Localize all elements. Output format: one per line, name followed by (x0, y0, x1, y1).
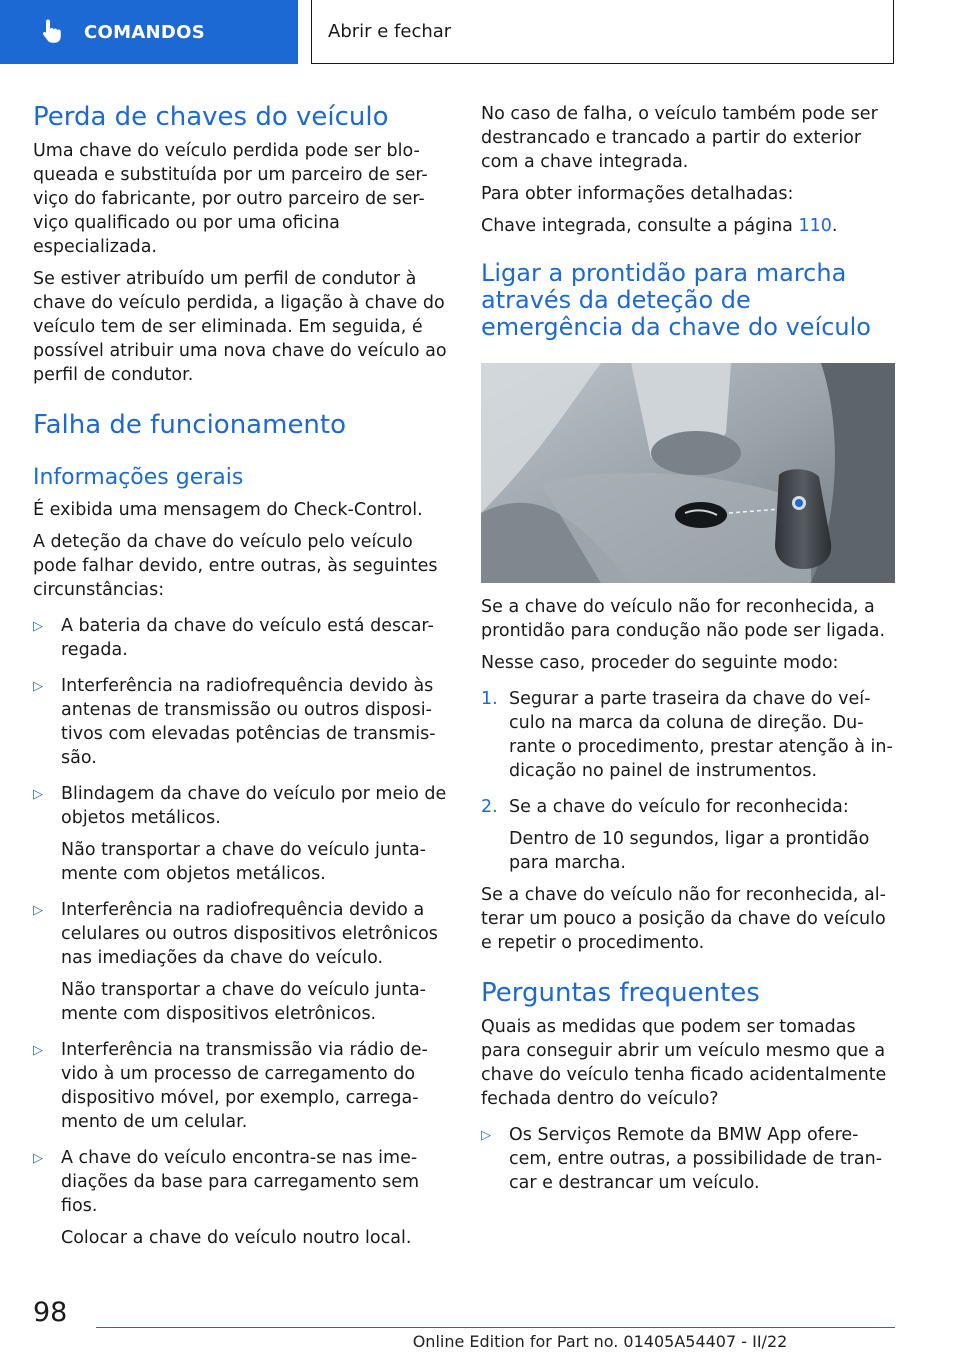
list-item (481, 1123, 895, 1195)
list-item-text: Interferência na transmissão via rádio de-vido à um processo de carregamento do dispositivo móvel, por exemplo, carrega-mento de um celular. (61, 1040, 428, 1132)
page-link[interactable]: 110 (798, 216, 832, 236)
section-label: Abrir e fechar (328, 21, 452, 42)
heading-perda-chaves: Perda de chaves do veículo (33, 102, 389, 132)
heading-falha-funcionamento: Falha de funcionamento (33, 410, 347, 440)
footer-divider (96, 1327, 895, 1328)
key-detection-photo (481, 363, 895, 583)
list-item-note: Não transportar a chave do veículo junta-mente com dispositivos eletrônicos. (61, 980, 426, 1024)
list-item-text: Interferência na radiofrequência devido às antenas de transmissão ou outros disposi-tivos com elevadas potências de transmis-são. (61, 676, 436, 768)
triangle-bullet-icon: ▷ (33, 619, 43, 634)
paragraph: Uma chave do veículo perdida pode ser blo-queada e substituída por um parceiro de ser-viço do fabricante, por outro parceiro de ser-viço qualificado ou por uma oficina especializada. (33, 141, 428, 257)
list-item-text: Blindagem da chave do veículo por meio de objetos metálicos. (61, 784, 447, 828)
heading-ligar-prontidao: Ligar a prontidão para marcha através da deteção de emergência da chave do veículo (481, 259, 871, 341)
triangle-bullet-icon: ▷ (33, 787, 43, 802)
page-number: 98 (33, 1297, 68, 1328)
paragraph: Nesse caso, proceder do seguinte modo: (481, 653, 839, 673)
paragraph: Se a chave do veículo não for reconhecida, al-terar um pouco a posição da chave do veículo e repetir o procedimento. (481, 885, 886, 953)
chapter-tab (0, 0, 298, 64)
list-item-text: A chave do veículo encontra-se nas ime-diações da base para carregamento sem fios. (61, 1148, 420, 1216)
triangle-bullet-icon: ▷ (33, 1151, 43, 1166)
step-number: 2. (481, 797, 498, 817)
paragraph: Para obter informações detalhadas: (481, 184, 794, 204)
triangle-bullet-icon: ▷ (33, 1043, 43, 1058)
heading-informacoes-gerais: Informações gerais (33, 465, 244, 490)
right-column (481, 96, 895, 1195)
paragraph: Se a chave do veículo não for reconhecida, a prontidão para condução não pode ser ligada. (481, 597, 886, 641)
step-number: 1. (481, 689, 498, 709)
left-column (33, 96, 449, 1250)
list-item (33, 674, 449, 770)
section-header (311, 0, 894, 64)
paragraph: É exibida uma mensagem do Check-Control. (33, 500, 423, 520)
heading-perguntas-frequentes: Perguntas frequentes (481, 978, 760, 1008)
chapter-label: COMANDOS (84, 21, 206, 43)
reference-end: . (831, 216, 838, 236)
step-text: Segurar a parte traseira da chave do veí-culo na marca da coluna de direção. Du-rante o procedimento, prestar atenção à in-dicação no painel de instrumentos. (509, 689, 893, 781)
list-item (33, 898, 449, 970)
step-item (481, 687, 895, 783)
list-item-text: Os Serviços Remote da BMW App ofere-cem, entre outras, a possibilidade de tran-car e destrancar um veículo. (509, 1125, 883, 1193)
list-item-note: Não transportar a chave do veículo junta-mente com objetos metálicos. (61, 840, 426, 884)
list-item (33, 1146, 449, 1218)
list-item (33, 1038, 449, 1134)
reference-text: Chave integrada, consulte a página (481, 216, 799, 236)
triangle-bullet-icon: ▷ (33, 679, 43, 694)
list-item-text: Interferência na radiofrequência devido a celulares ou outros dispositivos eletrônicos nas imediações da chave do veículo. (61, 900, 438, 968)
paragraph: A deteção da chave do veículo pelo veículo pode falhar devido, entre outras, às seguintes circunstâncias: (33, 532, 438, 600)
list-item-note: Colocar a chave do veículo noutro local. (61, 1228, 412, 1248)
step-item (481, 795, 895, 819)
list-item-text: A bateria da chave do veículo está descar-regada. (61, 616, 434, 660)
step-text: Se a chave do veículo for reconhecida: (509, 797, 849, 817)
paragraph: Se estiver atribuído um perfil de condutor à chave do veículo perdida, a ligação à chave do veículo tem de ser eliminada. Em seguida, é possível atribuir uma nova chave do veículo ao perfil de condutor. (33, 269, 447, 385)
list-item (33, 614, 449, 662)
step-note: Dentro de 10 segundos, ligar a prontidão para marcha. (509, 829, 870, 873)
finger-touch-icon (40, 18, 66, 46)
footer-edition: Online Edition for Part no. 01405A54407 - II/22 (412, 1332, 788, 1351)
triangle-bullet-icon: ▷ (33, 903, 43, 918)
paragraph-page-reference (481, 214, 895, 238)
paragraph: Quais as medidas que podem ser tomadas para conseguir abrir um veículo mesmo que a chave do veículo tenha ficado acidentalmente fechada dentro do veículo? (481, 1017, 887, 1109)
paragraph: No caso de falha, o veículo também pode ser destrancado e trancado a partir do exterior com a chave integrada. (481, 104, 878, 172)
triangle-bullet-icon: ▷ (481, 1128, 491, 1143)
list-item (33, 782, 449, 830)
